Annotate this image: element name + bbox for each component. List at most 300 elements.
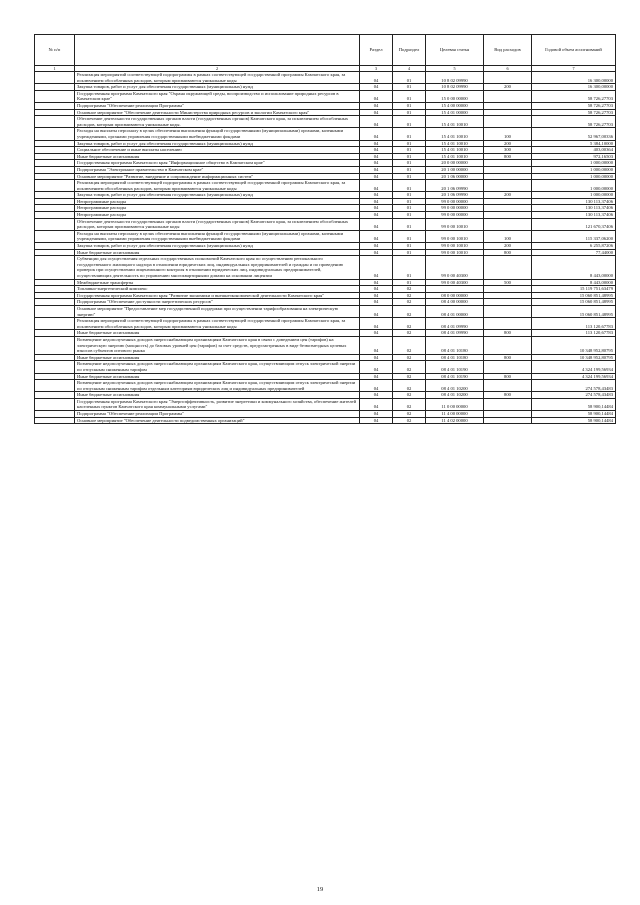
num-cell — [35, 292, 75, 299]
name-cell: Иные бюджетные ассигнования — [75, 392, 360, 399]
num-cell — [35, 354, 75, 361]
num-cell — [35, 330, 75, 337]
vr-cell: 200 — [484, 140, 532, 147]
table-row — [35, 279, 616, 286]
vr-cell — [484, 411, 532, 418]
table-row — [35, 417, 616, 424]
num-cell — [35, 279, 75, 286]
name-cell: Реализация мероприятий соответствующей подпрограммы в рамках соответствующей государственной программы Камчатского края, за исключением обособленных расходов, которым присваиваются уникальные коды — [75, 318, 360, 330]
amount-cell: 52 967,00336 — [532, 128, 616, 140]
amount-cell: 15 119 751,63479 — [532, 286, 616, 293]
name-cell: Расходы на выплаты персоналу в целях обеспечения выполнения функций государственными (муниципальными) органами, казенными учреждениями, органами управления государственными внебюджетными фондами — [75, 230, 360, 242]
name-cell: Государственная программа Камчатского края "Энергоэффективность, развитие энергетики и коммунального хозяйства, обеспечение жителей населенных пунктов Камчатского края коммунальными услугами" — [75, 398, 360, 410]
podrazdel-cell: 01 — [393, 198, 426, 205]
podrazdel-cell: 02 — [393, 392, 426, 399]
csr-cell: 10 8 02 09990 — [426, 84, 484, 91]
csr-cell: 99 0 00 00000 — [426, 205, 484, 212]
amount-cell: 15 060 851,48995 — [532, 305, 616, 317]
table-body — [35, 72, 616, 424]
num-cell — [35, 109, 75, 116]
col-header-vr: Вид расходов — [484, 35, 532, 66]
csr-cell: 99 0 00 10010 — [426, 249, 484, 256]
vr-cell — [484, 198, 532, 205]
num-cell — [35, 380, 75, 392]
table-row — [35, 180, 616, 192]
amount-cell: 1 000,00000 — [532, 160, 616, 167]
podrazdel-cell: 02 — [393, 292, 426, 299]
table-row — [35, 153, 616, 160]
razdel-cell: 04 — [360, 256, 393, 279]
podrazdel-cell: 02 — [393, 398, 426, 410]
table-row — [35, 230, 616, 242]
vr-cell — [484, 160, 532, 167]
vr-cell: 200 — [484, 192, 532, 199]
vr-cell: 800 — [484, 373, 532, 380]
podrazdel-cell: 01 — [393, 84, 426, 91]
podrazdel-cell: 02 — [393, 361, 426, 373]
table-row — [35, 336, 616, 354]
amount-cell: 1 000,00000 — [532, 192, 616, 199]
num-cell — [35, 243, 75, 250]
razdel-cell: 04 — [360, 373, 393, 380]
name-cell: Основное мероприятие "Развитие, внедрение и сопровождение информационных систем" — [75, 173, 360, 180]
razdel-cell: 04 — [360, 212, 393, 219]
num-cell — [35, 398, 75, 410]
razdel-cell: 04 — [360, 279, 393, 286]
amount-cell: 403,00364 — [532, 147, 616, 154]
razdel-cell: 04 — [360, 166, 393, 173]
col-header-name — [75, 35, 360, 66]
vr-cell — [484, 116, 532, 128]
razdel-cell: 04 — [360, 173, 393, 180]
col-number: 7 — [532, 66, 616, 72]
name-cell: Подпрограмма "Обеспечение реализации Программы" — [75, 411, 360, 418]
amount-cell: 77,44000 — [532, 249, 616, 256]
amount-cell: 130 113,37406 — [532, 198, 616, 205]
podrazdel-cell: 02 — [393, 318, 426, 330]
razdel-cell: 04 — [360, 411, 393, 418]
csr-cell: 08 4 01 10200 — [426, 392, 484, 399]
table-row — [35, 128, 616, 140]
razdel-cell: 04 — [360, 84, 393, 91]
vr-cell: 500 — [484, 279, 532, 286]
razdel-cell: 04 — [360, 128, 393, 140]
name-cell: Основное мероприятие "Предоставление мер государственной поддержки при осуществлении тарифообразования на электрическую энергию" — [75, 305, 360, 317]
num-cell — [35, 411, 75, 418]
num-cell — [35, 299, 75, 306]
table-row — [35, 173, 616, 180]
amount-cell: 16 300,00000 — [532, 72, 616, 84]
name-cell: Иные бюджетные ассигнования — [75, 373, 360, 380]
razdel-cell: 04 — [360, 417, 393, 424]
podrazdel-cell: 02 — [393, 305, 426, 317]
col-number: 5 — [426, 66, 484, 72]
name-cell: Закупка товаров, работ и услуг для обеспечения государственных (муниципальных) нужд — [75, 243, 360, 250]
razdel-cell: 04 — [360, 354, 393, 361]
amount-cell: 4 324 199,56934 — [532, 361, 616, 373]
page-number: 19 — [316, 886, 324, 893]
razdel-cell: 04 — [360, 249, 393, 256]
table-row — [35, 198, 616, 205]
vr-cell — [484, 398, 532, 410]
table-row — [35, 373, 616, 380]
name-cell: Государственная программа Камчатского края "Охрана окружающей среды, воспроизводство и использование природных ресурсов в Камчатском крае" — [75, 90, 360, 102]
razdel-cell: 04 — [360, 116, 393, 128]
razdel-cell: 04 — [360, 180, 393, 192]
vr-cell — [484, 336, 532, 354]
vr-cell — [484, 173, 532, 180]
name-cell: Государственная программа Камчатского края "Информационное общество в Камчатском крае" — [75, 160, 360, 167]
num-cell — [35, 160, 75, 167]
num-cell — [35, 173, 75, 180]
num-cell — [35, 392, 75, 399]
num-cell — [35, 318, 75, 330]
vr-cell: 100 — [484, 230, 532, 242]
num-cell — [35, 140, 75, 147]
budget-table — [34, 34, 616, 424]
num-cell — [35, 286, 75, 293]
table-row — [35, 243, 616, 250]
name-cell: Непрограммные расходы — [75, 205, 360, 212]
csr-cell: 08 4 01 10200 — [426, 380, 484, 392]
csr-cell: 08 4 00 00000 — [426, 299, 484, 306]
vr-cell — [484, 166, 532, 173]
csr-cell: 20 1 06 09990 — [426, 192, 484, 199]
csr-cell: 08 4 01 10180 — [426, 336, 484, 354]
podrazdel-cell: 01 — [393, 212, 426, 219]
podrazdel-cell: 01 — [393, 205, 426, 212]
amount-cell: 274 578,43483 — [532, 380, 616, 392]
podrazdel-cell: 02 — [393, 354, 426, 361]
name-cell: Подпрограмма "Электронное правительство в Камчатском крае" — [75, 166, 360, 173]
vr-cell: 200 — [484, 243, 532, 250]
csr-cell: 20 0 00 00000 — [426, 160, 484, 167]
table-row — [35, 286, 616, 293]
csr-cell: 08 4 01 10190 — [426, 373, 484, 380]
amount-cell: 4 324 199,56934 — [532, 373, 616, 380]
razdel-cell: 04 — [360, 292, 393, 299]
vr-cell — [484, 256, 532, 279]
name-cell: Возмещение недополученных доходов энергоснабжающим организациям Камчатского края, осуществляющим отпуск электрической энергии по отпускным сниженным тарифам — [75, 361, 360, 373]
name-cell: Межбюджетные трансферты — [75, 279, 360, 286]
razdel-cell: 04 — [360, 361, 393, 373]
podrazdel-cell: 02 — [393, 417, 426, 424]
podrazdel-cell: 02 — [393, 373, 426, 380]
podrazdel-cell: 01 — [393, 249, 426, 256]
amount-cell: 8 443,00000 — [532, 256, 616, 279]
table-row — [35, 212, 616, 219]
col-number: 1 — [35, 66, 75, 72]
csr-cell: 99 0 00 40300 — [426, 279, 484, 286]
vr-cell — [484, 305, 532, 317]
num-cell — [35, 147, 75, 154]
podrazdel-cell: 02 — [393, 411, 426, 418]
razdel-cell: 04 — [360, 140, 393, 147]
table-row — [35, 109, 616, 116]
amount-cell: 1 000,00000 — [532, 166, 616, 173]
csr-cell: 99 0 00 10010 — [426, 218, 484, 230]
csr-cell: 20 1 06 09990 — [426, 180, 484, 192]
num-cell — [35, 417, 75, 424]
vr-cell — [484, 299, 532, 306]
razdel-cell: 04 — [360, 336, 393, 354]
num-cell — [35, 373, 75, 380]
podrazdel-cell: 01 — [393, 102, 426, 109]
table-row — [35, 330, 616, 337]
vr-cell — [484, 218, 532, 230]
name-cell: Закупка товаров, работ и услуг для обеспечения государственных (муниципальных) нужд — [75, 140, 360, 147]
vr-cell: 800 — [484, 392, 532, 399]
podrazdel-cell: 01 — [393, 256, 426, 279]
table-row — [35, 205, 616, 212]
vr-cell: 200 — [484, 84, 532, 91]
razdel-cell: 04 — [360, 72, 393, 84]
table-row — [35, 192, 616, 199]
podrazdel-cell: 01 — [393, 180, 426, 192]
vr-cell: 100 — [484, 128, 532, 140]
table-row — [35, 392, 616, 399]
razdel-cell: 04 — [360, 380, 393, 392]
table-row — [35, 398, 616, 410]
num-cell — [35, 361, 75, 373]
vr-cell — [484, 286, 532, 293]
amount-cell: 5 384,10000 — [532, 140, 616, 147]
name-cell: Закупка товаров, работ и услуг для обеспечения государственных (муниципальных) нужд — [75, 192, 360, 199]
podrazdel-cell: 01 — [393, 166, 426, 173]
table-row — [35, 299, 616, 306]
csr-cell: 15 4 01 10010 — [426, 116, 484, 128]
table-row — [35, 305, 616, 317]
csr-cell: 08 4 01 10180 — [426, 354, 484, 361]
col-number: 4 — [393, 66, 426, 72]
num-cell — [35, 205, 75, 212]
csr-cell: 11 4 00 00000 — [426, 411, 484, 418]
razdel-cell: 04 — [360, 102, 393, 109]
podrazdel-cell: 02 — [393, 380, 426, 392]
razdel-cell: 04 — [360, 109, 393, 116]
amount-cell: 130 113,37406 — [532, 212, 616, 219]
podrazdel-cell: 01 — [393, 116, 426, 128]
num-cell — [35, 102, 75, 109]
table-row — [35, 218, 616, 230]
podrazdel-cell: 01 — [393, 243, 426, 250]
csr-cell — [426, 286, 484, 293]
csr-cell: 99 0 00 00000 — [426, 212, 484, 219]
razdel-cell: 04 — [360, 318, 393, 330]
razdel-cell: 04 — [360, 230, 393, 242]
podrazdel-cell: 01 — [393, 192, 426, 199]
vr-cell: 300 — [484, 147, 532, 154]
amount-cell: 115 337,06200 — [532, 230, 616, 242]
csr-cell: 99 0 00 10010 — [426, 230, 484, 242]
vr-cell — [484, 380, 532, 392]
name-cell: Иные бюджетные ассигнования — [75, 354, 360, 361]
name-cell: Непрограммные расходы — [75, 198, 360, 205]
amount-cell: 58 726,27703 — [532, 116, 616, 128]
name-cell: Топливно-энергетический комплекс — [75, 286, 360, 293]
csr-cell: 15 4 01 10010 — [426, 140, 484, 147]
num-cell — [35, 128, 75, 140]
num-cell — [35, 116, 75, 128]
num-cell — [35, 305, 75, 317]
vr-cell: 800 — [484, 330, 532, 337]
amount-cell: 121 670,37406 — [532, 218, 616, 230]
table-row — [35, 361, 616, 373]
table-row — [35, 116, 616, 128]
name-cell: Основное мероприятие "Обеспечение деятельности подведомственных организаций" — [75, 417, 360, 424]
num-cell — [35, 192, 75, 199]
table-row — [35, 147, 616, 154]
table-row — [35, 72, 616, 84]
razdel-cell: 04 — [360, 218, 393, 230]
razdel-cell: 04 — [360, 198, 393, 205]
num-cell — [35, 72, 75, 84]
vr-cell — [484, 212, 532, 219]
razdel-cell: 04 — [360, 160, 393, 167]
amount-cell: 10 348 952,80795 — [532, 336, 616, 354]
name-cell: Реализация мероприятий соответствующей подпрограммы в рамках соответствующей государственной программы Камчатского края, за исключением обособленных расходов, которым присваиваются уникальные коды — [75, 180, 360, 192]
csr-cell: 08 4 01 09990 — [426, 330, 484, 337]
podrazdel-cell: 02 — [393, 286, 426, 293]
amount-cell: 113 120,67783 — [532, 330, 616, 337]
razdel-cell: 04 — [360, 90, 393, 102]
amount-cell: 130 113,37406 — [532, 205, 616, 212]
name-cell: Основное мероприятие "Обеспечение деятельности Министерства природных ресурсов и экологии Камчатского края" — [75, 109, 360, 116]
amount-cell: 15 060 851,48995 — [532, 292, 616, 299]
num-cell — [35, 336, 75, 354]
name-cell: Обеспечение деятельности государственных органов власти (государственных органов) Камчатского края, за исключением обособленных расходов, которым присваиваются уникальные коды. — [75, 116, 360, 128]
col-header-razdel: Раздел — [360, 35, 393, 66]
col-number: 2 — [75, 66, 360, 72]
razdel-cell: 04 — [360, 392, 393, 399]
podrazdel-cell: 01 — [393, 147, 426, 154]
name-cell: Иные бюджетные ассигнования — [75, 249, 360, 256]
col-number: 3 — [360, 66, 393, 72]
podrazdel-cell: 01 — [393, 140, 426, 147]
csr-cell: 11 0 00 00000 — [426, 398, 484, 410]
col-header-amount: Годовой объем ассигнований — [532, 35, 616, 66]
num-cell — [35, 256, 75, 279]
razdel-cell: 04 — [360, 286, 393, 293]
num-cell — [35, 198, 75, 205]
col-header-num: № п/п — [35, 35, 75, 66]
table-row — [35, 318, 616, 330]
num-cell — [35, 249, 75, 256]
vr-cell — [484, 361, 532, 373]
amount-cell: 10 348 952,80795 — [532, 354, 616, 361]
podrazdel-cell: 01 — [393, 230, 426, 242]
csr-cell: 08 4 01 00000 — [426, 305, 484, 317]
amount-cell: 15 060 851,48995 — [532, 299, 616, 306]
amount-cell: 58 726,27703 — [532, 90, 616, 102]
vr-cell: 800 — [484, 249, 532, 256]
vr-cell — [484, 292, 532, 299]
csr-cell: 99 0 00 40300 — [426, 256, 484, 279]
csr-cell: 11 4 02 00000 — [426, 417, 484, 424]
num-cell — [35, 212, 75, 219]
num-cell — [35, 166, 75, 173]
vr-cell — [484, 205, 532, 212]
amount-cell: 113 120,67783 — [532, 318, 616, 330]
csr-cell: 15 4 01 10010 — [426, 147, 484, 154]
name-cell: Расходы на выплаты персоналу в целях обеспечения выполнения функций государственными (муниципальными) органами, казенными учреждениями, органами управления государственными внебюджетными фондами — [75, 128, 360, 140]
header-row — [35, 35, 616, 66]
name-cell: Иные бюджетные ассигнования — [75, 153, 360, 160]
amount-cell: 58 900,14484 — [532, 417, 616, 424]
amount-cell: 8 443,00000 — [532, 279, 616, 286]
num-cell — [35, 230, 75, 242]
name-cell: Субвенции для осуществления отдельных государственных полномочий Камчатского края по осуществлению регионального государственного жилищного надзора в отношении юридических лиц, индивидуальных предпринимателей и граждан и по проведению проверок при осуществлении лицензионного контроля в отношении юридических лиц, индивидуальных предпринимателей, осуществляющих деятельность по управлению многоквартирными домами на основании лицензии — [75, 256, 360, 279]
table-row — [35, 354, 616, 361]
name-cell: Непрограммные расходы — [75, 212, 360, 219]
amount-cell: 1 000,00000 — [532, 180, 616, 192]
col-header-podrazdel: Подраздел — [393, 35, 426, 66]
col-number: 6 — [484, 66, 532, 72]
amount-cell: 972,16503 — [532, 153, 616, 160]
vr-cell — [484, 417, 532, 424]
name-cell: Государственная программа Камчатского края "Развитие экономики и внешнеэкономической деятельности Камчатского края" — [75, 292, 360, 299]
razdel-cell: 04 — [360, 147, 393, 154]
table-row — [35, 84, 616, 91]
vr-cell — [484, 318, 532, 330]
table-row — [35, 140, 616, 147]
csr-cell: 99 0 00 10010 — [426, 243, 484, 250]
razdel-cell: 04 — [360, 243, 393, 250]
num-cell — [35, 84, 75, 91]
csr-cell: 15 4 01 10010 — [426, 128, 484, 140]
amount-cell: 1 000,00000 — [532, 173, 616, 180]
razdel-cell: 04 — [360, 205, 393, 212]
podrazdel-cell: 01 — [393, 109, 426, 116]
podrazdel-cell: 02 — [393, 336, 426, 354]
vr-cell: 800 — [484, 153, 532, 160]
amount-cell: 58 726,27703 — [532, 102, 616, 109]
podrazdel-cell: 01 — [393, 128, 426, 140]
table-row — [35, 90, 616, 102]
table-row — [35, 411, 616, 418]
vr-cell: 800 — [484, 354, 532, 361]
csr-cell: 08 4 01 09990 — [426, 318, 484, 330]
table-row — [35, 292, 616, 299]
table-row — [35, 256, 616, 279]
table-row — [35, 380, 616, 392]
name-cell: Реализация мероприятий соответствующей подпрограммы в рамках соответствующей государственной программы Камчатского края, за исключением обособленных расходов, которым присваиваются уникальные коды — [75, 72, 360, 84]
csr-cell: 99 0 00 00000 — [426, 198, 484, 205]
podrazdel-cell: 01 — [393, 72, 426, 84]
vr-cell — [484, 180, 532, 192]
razdel-cell: 04 — [360, 398, 393, 410]
razdel-cell: 04 — [360, 192, 393, 199]
table-row — [35, 249, 616, 256]
podrazdel-cell: 01 — [393, 90, 426, 102]
num-cell — [35, 218, 75, 230]
csr-cell: 10 8 02 09990 — [426, 72, 484, 84]
col-header-csr: Целевая статья — [426, 35, 484, 66]
csr-cell: 15 4 00 00000 — [426, 102, 484, 109]
razdel-cell: 04 — [360, 153, 393, 160]
razdel-cell: 04 — [360, 330, 393, 337]
razdel-cell: 04 — [360, 299, 393, 306]
amount-cell: 58 726,27703 — [532, 109, 616, 116]
vr-cell — [484, 109, 532, 116]
podrazdel-cell: 02 — [393, 330, 426, 337]
table-row — [35, 160, 616, 167]
razdel-cell: 04 — [360, 305, 393, 317]
csr-cell: 20 1 00 00000 — [426, 166, 484, 173]
podrazdel-cell: 02 — [393, 299, 426, 306]
podrazdel-cell: 01 — [393, 173, 426, 180]
csr-cell: 15 4 01 10010 — [426, 153, 484, 160]
